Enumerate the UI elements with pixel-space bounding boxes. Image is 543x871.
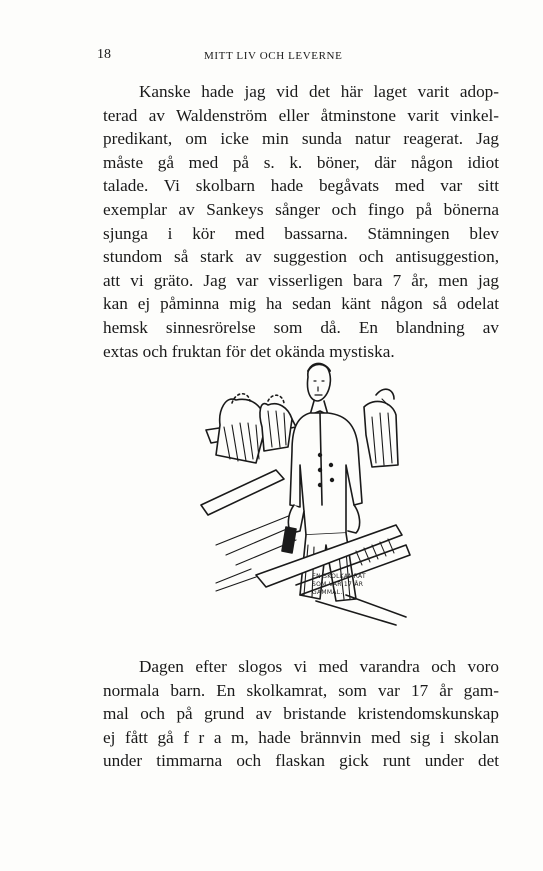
page-number: 18	[97, 47, 111, 62]
paragraph-line: talade. Vi skolbarn hade begåvats med var sitt	[103, 176, 499, 196]
paragraph-line: att vi gräto. Jag var visserligen bara 7 år, men jag	[103, 270, 499, 290]
paragraph-line: sjunga i kör med bassarna. Stämningen blev	[103, 223, 499, 243]
paragraph-line: Kanske hade jag vid det här laget varit adop-	[139, 82, 499, 101]
paragraph-line: stundom så stark av suggestion och antisuggestion,	[103, 247, 499, 267]
paragraph-line: hemsk sinnesrörelse som då. En blandning av	[103, 317, 499, 337]
paragraph-2	[103, 655, 499, 773]
paragraph-line: extas och fruktan för det okända mystiska.	[103, 341, 395, 361]
caption-line: SOM VAR 17 ÅR	[312, 581, 364, 588]
running-head: MITT LIV OCH LEVERNE	[204, 50, 343, 62]
illustration-caption	[312, 573, 366, 597]
paragraph-line: under timmarna och flaskan gick runt under det	[103, 751, 499, 771]
paragraph-line: mal och på grund av bristande kristendomskunskap	[103, 704, 499, 724]
paragraph-line: predikant, om icke min sunda natur reagerat. Jag	[103, 129, 499, 149]
paragraph-line: måste gå med på s. k. böner, där någon idiot	[103, 152, 499, 172]
paragraph-line: normala barn. En skolkamrat, som var 17 år gam-	[103, 680, 499, 700]
paragraph-line: exemplar av Sankeys sånger och fingo på bönerna	[103, 199, 499, 219]
caption-line: GAMMAL.	[312, 589, 343, 596]
caption-line: EN SKOLKAMRAT	[312, 573, 366, 580]
paragraph-1	[103, 80, 499, 363]
paragraph-line: terad av Waldenström eller åtminstone varit vinkel-	[103, 105, 499, 125]
schoolroom-illustration	[196, 355, 416, 630]
paragraph-line: Dagen efter slogos vi med varandra och voro	[139, 657, 499, 676]
paragraph-line: kan ej påminna mig ha sedan känt någon så odelat	[103, 294, 499, 314]
paragraph-line: ej fått gå f r a m, hade brännvin med sig i skolan	[103, 727, 499, 747]
